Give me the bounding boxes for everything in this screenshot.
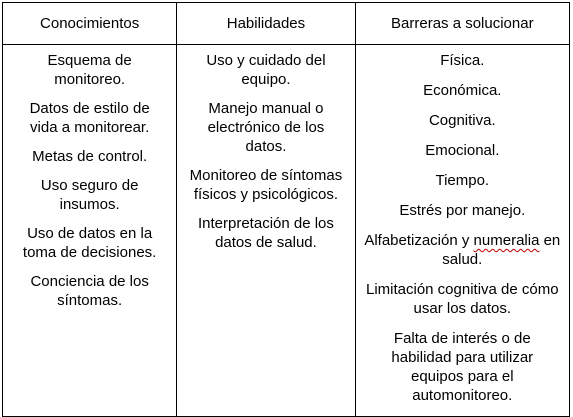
barrera-item: Económica. (423, 82, 502, 99)
conocimiento-item: Uso seguro de insumos. (40, 177, 139, 213)
barrera-item: Falta de interés o de habilidad para utilizar equipos para el automonitoreo. (391, 330, 534, 404)
barrera-item: Estrés por manejo. (399, 202, 526, 219)
barreras-cell (355, 45, 569, 417)
barrera-item: Emocional. (425, 142, 500, 159)
habilidad-item: Monitoreo de síntomas físicos y psicológicos. (189, 167, 343, 203)
knowledge-skills-barriers-table (2, 2, 570, 417)
conocimiento-item: Metas de control. (32, 148, 148, 165)
header-habilidades: Habilidades (177, 3, 355, 45)
content-row (3, 45, 570, 417)
conocimiento-item: Esquema de monitoreo. (47, 52, 132, 88)
habilidad-item: Uso y cuidado del equipo. (206, 52, 326, 88)
habilidad-item: Interpretación de los datos de salud. (197, 215, 334, 251)
barrera-item (363, 231, 561, 269)
habilidad-item: Manejo manual o electrónico de los datos. (207, 100, 325, 155)
barrera-item: Cognitiva. (428, 112, 496, 129)
barrera-text: Alfabetización y (364, 232, 474, 249)
conocimiento-item: Uso de datos en la toma de decisiones. (22, 225, 157, 261)
habilidades-cell (177, 45, 355, 417)
barrera-item: Tiempo. (435, 172, 490, 189)
header-barreras: Barreras a solucionar (355, 3, 569, 45)
header-conocimientos: Conocimientos (3, 3, 177, 45)
header-row (3, 3, 570, 45)
conocimiento-item: Conciencia de los síntomas. (30, 273, 149, 309)
barrera-item: Física. (440, 52, 485, 69)
conocimiento-item: Datos de estilo de vida a monitorear. (29, 100, 150, 136)
conocimientos-cell (3, 45, 177, 417)
barrera-item: Limitación cognitiva de cómo usar los datos. (365, 281, 559, 317)
spelling-flagged-word: numeralia (473, 232, 540, 249)
barrera-text: en salud. (442, 232, 561, 268)
